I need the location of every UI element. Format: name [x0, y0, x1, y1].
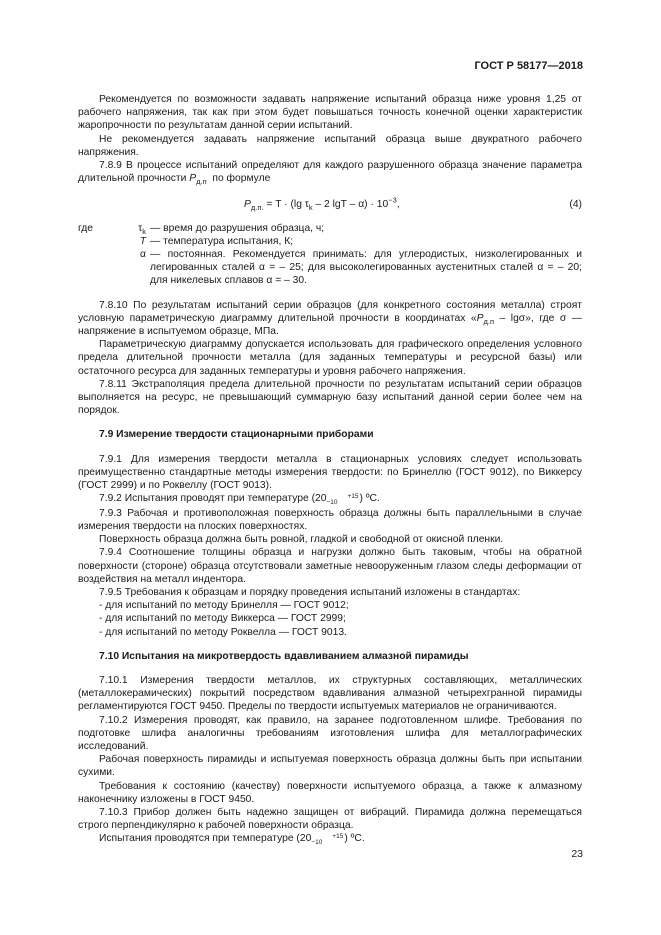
tolerance: +15 −10 [311, 832, 344, 847]
paragraph: Требования к состоянию (качеству) поверхности испытуемого образца, а также к алмазному наконечнику изложены в ГОСТ 9450. [78, 780, 582, 805]
list-item: - для испытаний по методу Виккерса — ГОСТ 2999; [99, 613, 346, 625]
paragraph-7101: 7.10.1 Измерения твердости металлов, их структурных составляющих, металлических (металлокерамических) покрытий посредством вдавливания алмазной четырехгранной пирамиды регламентируются ГОСТ 9450. Пределы по твердости испытуемых материалов не ограничиваются. [78, 675, 582, 713]
paragraph-789: 7.8.9 В процессе испытаний определяют для каждого разрушенного образца значение параметра длительной прочности $P_{д.п}$ по формуле [78, 160, 582, 187]
formula-definitions [78, 222, 582, 288]
paragraph: Поверхность образца должна быть ровной, гладкой и свободной от окисной пленки. [99, 534, 504, 546]
page-number: 23 [571, 848, 583, 860]
paragraph-792: 7.9.2 Испытания проводят при температуре (20 +15 −10 ) ºС. [99, 492, 380, 507]
paragraph-791: 7.9.1 Для измерения твердости металла в стационарных условиях следует использовать преимущественно стандартные методы измерения твердости: по Бринеллю (ГОСТ 9012), по Виккерсу (ГОСТ 2999) и по Роквеллу (ГОСТ 9013). [78, 453, 582, 492]
definition-row: α — постоянная. Рекомендуется принимать: для углеродистых, низколегированных и легированных сталей α = – 25; для высоколегированных аустенитных сталей α = – 20; для никелевых сплавов α = – 30. [140, 249, 582, 287]
paragraph-7102: 7.10.2 Измерения проводят, как правило, на заранее подготовленном шлифе. Требования по подготовке шлифа аналогичны требованиям изготовления шлифа для металлографических исследований. [78, 714, 582, 753]
standard-header: ГОСТ Р 58177—2018 [474, 60, 583, 72]
section-heading-7-9: 7.9 Измерение твердости стационарными приборами [99, 429, 374, 441]
list-item: - для испытаний по методу Роквелла — ГОСТ 9013. [99, 626, 347, 638]
paragraph: Параметрическую диаграмму допускается использовать для графического определения условного предела длительной прочности металла (для заданных температуры и ресурсной базы) или остаточного ресурса для заданных температуры и уровня рабочего напряжения. [78, 339, 582, 377]
definition-row: где $\tau_k$ — время до разрушения образца, ч; [78, 222, 325, 236]
paragraph-7103: 7.10.3 Прибор должен быть надежно защищен от вибраций. Пирамида должна перемещаться строго перпендикулярно к рабочей поверхности образца. [78, 807, 582, 832]
section-heading-7-10: 7.10 Испытания на микротвердость вдавливанием алмазной пирамиды [99, 650, 469, 662]
paragraph: Испытания проводятся при температуре (20 +15 −10 ) ºС. [99, 832, 365, 847]
paragraph-7811: 7.8.11 Экстраполяция предела длительной прочности по результатам испытаний серии образцов выполняется на ресурс, не превышающий суммарную базу испытаний данной серии более чем на порядок. [78, 378, 582, 417]
page-body [78, 93, 582, 847]
paragraph-794: 7.9.4 Соотношение толщины образца и нагрузки должно быть таковым, чтобы на обратной поверхности (стороне) образца отсутствовали заметные невооруженным глазом следы деформации от воздействия на металл индентора. [78, 547, 582, 585]
list-item: - для испытаний по методу Бринелля — ГОСТ 9012; [99, 600, 349, 612]
paragraph: Не рекомендуется задавать напряжение испытаний образца выше двукратного рабочего напряжения. [78, 133, 582, 158]
paragraph-7810: 7.8.10 По результатам испытаний серии образцов (для конкретного состояния металла) строят условную параметрическую диаграмму длительной прочности в координатах «$P_{д.п}$ – lgσ», где σ — напряжение в испытуемом образце, МПа. [78, 299, 582, 338]
paragraph-793: 7.9.3 Рабочая и противоположная поверхность образца должны быть параллельными в случае измерения твердости на плоских поверхностях. [78, 507, 582, 532]
definition-row: T — температура испытания, К; [139, 235, 294, 247]
formula-expression: $P_{д.п.} = T \cdot (\lg$ $\tau_k - 2$ $\lg T - \alpha) \cdot 10^{-3}$, [244, 196, 400, 213]
formula-number: (4) [569, 199, 582, 211]
paragraph: Рекомендуется по возможности задавать напряжение испытаний образца ниже уровня 1,25 от рабочего напряжения, так как при этом будет повышаться точность конечной оценки характеристик жаропрочности по результатам данной серии испытаний. [78, 94, 582, 132]
paragraph: Рабочая поверхность пирамиды и испытуемая поверхность образца должны быть при испытании сухими. [78, 754, 582, 779]
tolerance: +15 −10 [326, 492, 359, 507]
formula-4 [78, 198, 582, 211]
paragraph-795: 7.9.5 Требования к образцам и порядку проведения испытаний изложены в стандартах: [99, 587, 521, 598]
